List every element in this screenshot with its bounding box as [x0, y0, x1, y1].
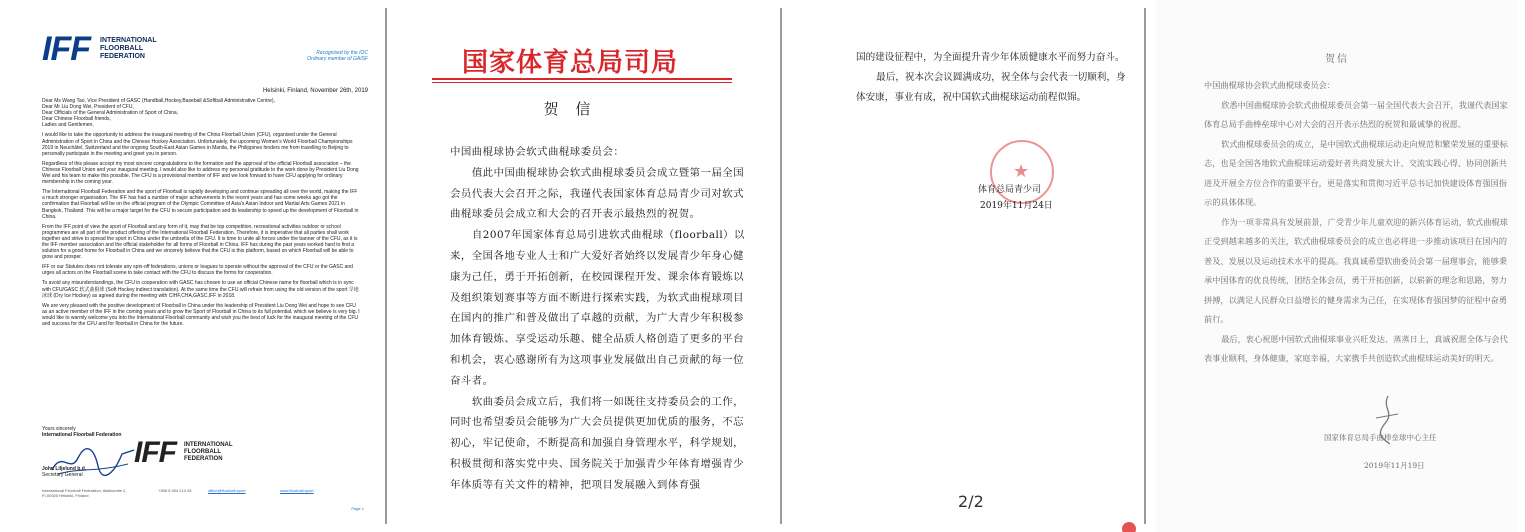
org-name: International Floorball Federation — [42, 432, 122, 438]
iff-logo-mark: IFF — [42, 30, 90, 68]
letterhead-rule-thin — [432, 82, 732, 83]
footer-phone: +358 9 454 214 25 — [158, 488, 192, 493]
footer-address: International Floorball Federation, Alakiventie 2, FI-00920 Helsinki, Finland — [42, 488, 127, 498]
footer-web-link[interactable]: www.floorball.sport — [280, 488, 314, 493]
issue-date: 2019年11月19日 — [1364, 461, 1425, 470]
salutation: 中国曲棍球协会软式曲棍球委员会： — [1204, 80, 1336, 90]
body-paragraph: The International Floorball Federation and the sport of Floorball is rapidly developing and continue spreading all over the world, making the IFF a much stronger organisation. The IFF has had a number of major achievements in the recent years and has some weeks ago got the confirmation that Floorball will be on the official program of the Olympic Committee of Asia's Asian Indoor and Martial Arts Games 2021 in Bangkok, Thailand. This will be a major target for the CFU to secure participation and its leadership to speed up the development of Floorball in China. — [42, 189, 359, 220]
letter-date: Helsinki, Finland, November 26th, 2019 — [262, 88, 368, 94]
salutation-block: Dear Ms Wang Tao, Vice President of GASC (Handball,Hockey,Baseball &Softball Administrative Centre), Dear Mr Liu Dong Wei, President of CFU, Dear Officials of the General Administration of Sport of China, Dear Chinese Floorball friends, Ladies and Gentlemen, — [42, 98, 275, 129]
body-paragraph: 欣悉中国曲棍球协会软式曲棍球委员会第一届全国代表大会召开，我谨代表国家体育总局手曲棒垒球中心对大会的召开表示热烈的祝贺和最诚挚的祝愿。 — [1204, 99, 1508, 129]
page-divider — [1144, 8, 1146, 524]
page-indicator: 2/2 — [958, 492, 984, 511]
body-paragraph: We are very pleased with the positive development of Floorball in China under the leadership of President Liu Dong Wei and hope to see CFU as an active member of the IFF in the coming years and to grow the Sport of Floorball in China to its full potential, which we believe is very big. I would like to warmly welcome you into the International Floorball community and wish you the best of luck for the inaugural meeting of the CFU and success for the CFU and for floorball in China for the future. — [42, 302, 360, 327]
iff-logo-mark: IFF — [134, 436, 176, 469]
letterhead-rule — [432, 78, 732, 80]
center-letter-page — [1156, 0, 1518, 532]
ioc-recognition-note: Recognised by the IOC Ordinary member of GAISF — [307, 50, 368, 62]
page-number: Page 1 — [351, 506, 364, 511]
iff-logo — [42, 30, 174, 70]
letterhead: 国家体育总局司局 — [461, 48, 678, 78]
issuer-name: 国家体育总局手曲棒垒球中心主任 — [1324, 433, 1437, 442]
letter-title: 贺 信 — [543, 100, 597, 118]
seal-star-icon: ★ — [1013, 161, 1030, 182]
notification-dot — [1122, 522, 1136, 532]
issue-date: 2019年11月24日 — [980, 201, 1053, 211]
iff-logo-name: INTERNATIONAL FLOORBALL FEDERATION — [184, 442, 233, 462]
letter-body — [42, 98, 360, 331]
body-paragraph: IFF or our Statutes does not tolerate any spin-off federations, unions or leagues to operate without the approval of the CFU or the GASC and urges all actors on the Floorball scene to take contact with the CFU to discuss the forms for cooperation. — [42, 264, 353, 277]
body-paragraph: To avoid any misunderstandings, the CFU in cooperation with GASC has chosen to use an official Chinese name for floorball which is in sync with CFU/GASC 软式曲棍球 (Soft Hockey indirect translation). At the same time the CFU will refrain from using the old version of the sport 旱地冰球 (Dry Ice Hockey) as agreed during the meeting with CIHF,CHA,GASC,IFF in 2018. — [42, 280, 359, 299]
gasc-letter-page-2 — [800, 0, 1144, 532]
body-paragraph: 最后，衷心祝愿中国软式曲棍球事业兴旺发达、蒸蒸日上，真诚祝愿全体与会代表事业顺利，身体健康，家庭幸福，大家携手共创造软式曲棍球运动美好的明天。 — [1204, 333, 1508, 363]
letter-body — [450, 142, 750, 496]
body-paragraph: 国的建设征程中，为全面提升青少年体质健康水平而努力奋斗。 — [856, 52, 1125, 63]
body-paragraph: From the IFF point of view the sport of Floorball and any form of it, may that be top competition, recreational activities outdoor or school programmes are all part of the product offering of the International Floorball Federation. Therefore, it is imperative that all parties shall work together and strive to spread the sport in China under the umbrella of the CFU. It is time to unite all forces under the banner of the CFU, as it is the IFF member association and the official stakeholder for all forms of Floorball in China. IFF has during the past years worked hard to find a solution for a good home for Floorball in China and we sincerely believe that the CFU is this platform, based on which Floorball will be able to grow and prosper. — [42, 223, 358, 261]
iff-logo-name: INTERNATIONAL FLOORBALL FEDERATION — [100, 37, 157, 60]
body-paragraph: 最后，祝本次会议圆满成功，祝全体与会代表一切顺利，身体安康，事业有成，祝中国软式曲棍球运动前程似锦。 — [856, 72, 1126, 103]
page-divider — [385, 8, 387, 524]
letter-body — [1204, 76, 1512, 369]
footer-email-link[interactable]: office@floorball.sport — [208, 488, 246, 493]
body-paragraph: 作为一项非常具有发展前景，广受青少年儿童欢迎的新兴体育运动，软式曲棍球正受到越来越多的关注，软式曲棍球委员会的成立也必将进一步推动该项目在国内的普及、发展以及运动技术水平的提高。我真诚希望软曲委员会第一届理事会，能够秉承中国体育的优良传统，团结全体会员，勇于开拓创新，以崭新的理念和思路，努力拼搏，以满足人民群众日益增长的健身需求为己任，在实现体育强国梦的征程中奋勇前行。 — [1204, 216, 1508, 324]
signer-title: Secretary General — [42, 472, 83, 478]
salutation: 中国曲棍球协会软式曲棍球委员会： — [450, 146, 625, 158]
body-paragraph: Regardless of this please accept my most sincere congratulations to the formation and the approval of the official Floorball association – the Chinese Floorball Union and your inaugural meeting. I would also like to address my personal gratitude to the work done by President Liu Dong Wei and his team to make this possible. The CFU is a provisional member of IFF and we look forward to have CFU applying for ordinary membership in the coming year. — [42, 160, 359, 186]
closing: Yours sincerely — [42, 426, 76, 432]
body-paragraph: 值此中国曲棍球协会软式曲棍球委员会成立暨第一届全国会员代表大会召开之际，我谨代表国家体育总局青少司对软式曲棍球委员会成立和大会的召开表示最热烈的祝贺。 — [450, 166, 745, 221]
letter-title: 贺信 — [1325, 54, 1349, 65]
body-paragraph: 软曲委员会成立后，我们将一如既往支持委员会的工作，同时也希望委员会能够为广大会员提供更加优质的服务，不忘初心，牢记使命，不断提高和加强自身管理水平，科学规划，积极贯彻和落实党中央、国务院关于加强青少年体育增强青少年体质等有关文件的精神，把项目发展融入到体育强 — [450, 395, 745, 491]
signature-block — [42, 426, 362, 486]
iff-letter-page — [14, 0, 378, 532]
body-paragraph: 自2007年国家体育总局引进软式曲棍球（floorball）以来，全国各地专业人士和广大爱好者始终以发展青少年身心健康为己任，勇于开拓创新，在校园课程开发、课余体育锻炼以及组织策划赛事等方面不断进行探索实践，为软式曲棍球项目在国内的推广和普及做出了卓越的贡献，为广大青少年积极参加体育锻炼、享受运动乐趣、健全品质人格创造了更多的平台和机会，衷心感谢所有为这项事业发展做出自己贡献的每一位奋斗者。 — [450, 229, 745, 387]
issuer-name: 体育总局青少司 — [978, 185, 1042, 195]
iff-logo-secondary — [134, 436, 233, 470]
page-divider — [780, 8, 782, 524]
letter-body — [856, 48, 1126, 108]
body-paragraph: I would like to take the opportunity to address the inaugural meeting of the China Floorball Union (CFU), organised under the General Administration of Sport in China and the Chinese Hockey Association. Unfortunately, the upcoming Women's World Floorball Championships 2019 in Neuchâtel, Switzerland and the ongoing South-East Asian Games in Manila, the Philippines hinders me from travelling to Beijing to personally participate in the meeting and greet you in person. — [42, 132, 353, 157]
gasc-letter-page — [390, 0, 772, 532]
signer-name: John Liljelund b.d. — [42, 466, 87, 472]
body-paragraph: 软式曲棍球委员会的成立，是中国软式曲棍球运动走向规范和繁荣发展的重要标志，也是全国各地软式曲棍球运动爱好者共商发展大计、交流实践心得、协同创新共进及开展全方位合作的重要平台，更是落实和贯彻习近平总书记加快建设体育强国指示的具体体现。 — [1204, 138, 1508, 207]
